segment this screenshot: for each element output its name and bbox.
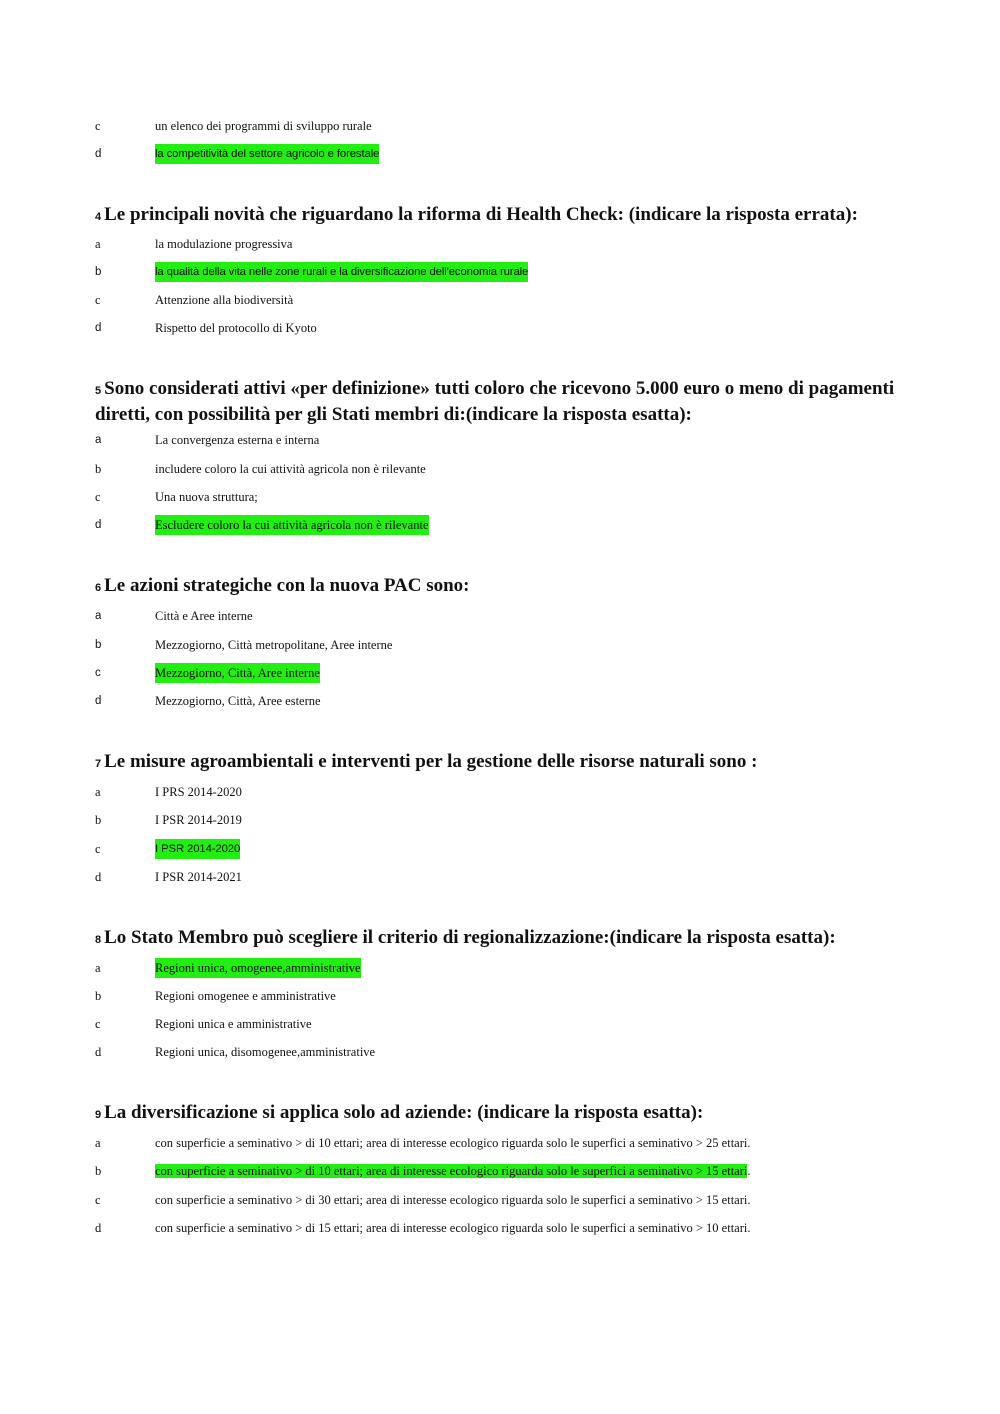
option-letter: c — [95, 119, 101, 133]
option-letter: a — [95, 434, 102, 446]
answer-option — [0, 867, 1000, 887]
option-text-suffix: . — [747, 1164, 751, 1178]
option-text: Città e Aree interne — [155, 609, 253, 623]
option-text-highlighted: la qualità della vita nelle zone rurali e la diversificazione dell'economia rurale — [155, 262, 528, 282]
question-title — [95, 377, 895, 426]
answer-option — [0, 1190, 1000, 1210]
answer-option — [0, 1014, 1000, 1034]
option-text-highlighted: Mezzogiorno, Città, Aree interne — [155, 663, 320, 683]
question-text: Le misure agroambientali e interventi per la gestione delle risorse naturali sono : — [104, 751, 758, 772]
option-text-highlighted: I PSR 2014-2020 — [155, 839, 240, 859]
option-letter: c — [95, 293, 101, 307]
answer-option — [0, 986, 1000, 1006]
answer-option — [0, 606, 1000, 626]
question-text: Le azioni strategiche con la nuova PAC sono: — [104, 575, 470, 596]
option-text: Una nuova struttura; — [155, 490, 258, 504]
answer-option — [0, 234, 1000, 254]
answer-option — [0, 318, 1000, 338]
option-letter: c — [95, 1193, 101, 1207]
option-letter: b — [95, 1164, 102, 1178]
answer-option-correct — [0, 515, 1000, 535]
option-text: I PRS 2014-2020 — [155, 785, 242, 799]
answer-option — [0, 487, 1000, 507]
answer-option — [0, 290, 1000, 310]
question-text: Sono considerati attivi «per definizione» tutti coloro che ricevono 5.000 euro o meno di pagamenti diretti, con possibilità per gli Stati membri di:(indicare la risposta esatta): — [95, 378, 895, 425]
question-title — [95, 574, 895, 600]
answer-option — [0, 635, 1000, 655]
answer-option — [0, 430, 1000, 450]
option-text: I PSR 2014-2021 — [155, 870, 242, 884]
option-text: con superficie a seminativo > di 10 ettari; area di interesse ecologico riguarda solo le superfici a seminativo > 25 ettari. — [155, 1136, 751, 1150]
question-number: 4 — [95, 211, 102, 223]
option-text-highlighted: Escludere coloro la cui attività agricola non è rilevante — [155, 515, 429, 535]
question-title — [95, 1101, 895, 1127]
option-text-wrapper — [155, 1161, 751, 1181]
option-text: Mezzogiorno, Città metropolitane, Aree interne — [155, 638, 393, 652]
answer-option-correct — [0, 262, 1000, 282]
question-number: 8 — [95, 934, 102, 946]
option-text-highlighted: con superficie a seminativo > di 10 ettari; area di interesse ecologico riguarda solo le superfici a seminativo > 15 ettari — [155, 1164, 748, 1178]
option-text: Rispetto del protocollo di Kyoto — [155, 321, 317, 335]
answer-option — [0, 1042, 1000, 1062]
answer-option-correct — [0, 839, 1000, 859]
option-text: includere coloro la cui attività agricola non è rilevante — [155, 462, 426, 476]
question-title — [95, 926, 895, 952]
question-number: 7 — [95, 758, 102, 770]
option-letter: a — [95, 1136, 101, 1150]
question-number: 5 — [95, 385, 102, 397]
option-text: I PSR 2014-2019 — [155, 813, 242, 827]
option-letter: d — [95, 870, 102, 884]
answer-option — [0, 691, 1000, 711]
option-letter: b — [95, 989, 102, 1003]
answer-option — [0, 810, 1000, 830]
option-letter: d — [95, 148, 102, 160]
option-text: Mezzogiorno, Città, Aree esterne — [155, 694, 321, 708]
option-text: un elenco dei programmi di sviluppo rurale — [155, 119, 372, 133]
answer-option-correct — [0, 144, 1000, 164]
option-text-highlighted: Regioni unica, omogenee,amministrative — [155, 958, 361, 978]
question-title — [95, 750, 895, 776]
answer-option — [0, 1218, 1000, 1238]
question-number: 6 — [95, 582, 102, 594]
option-letter: b — [95, 639, 102, 651]
option-text: Regioni unica e amministrative — [155, 1017, 312, 1031]
answer-option — [0, 459, 1000, 479]
answer-option — [0, 116, 1000, 136]
option-text-highlighted: la competitività del settore agricolo e forestale — [155, 144, 379, 164]
option-letter: c — [95, 842, 101, 856]
option-text: con superficie a seminativo > di 15 ettari; area di interesse ecologico riguarda solo le superfici a seminativo > 10 ettari. — [155, 1221, 751, 1235]
question-text: Le principali novità che riguardano la riforma di Health Check: (indicare la risposta errata): — [104, 204, 858, 225]
option-letter: a — [95, 961, 101, 975]
option-letter: c — [95, 490, 101, 504]
option-text: Regioni unica, disomogenee,amministrative — [155, 1045, 376, 1059]
option-letter: d — [95, 695, 102, 707]
option-letter: c — [95, 1017, 101, 1031]
option-letter: c — [95, 667, 101, 679]
answer-option-correct — [0, 958, 1000, 978]
option-letter: d — [95, 519, 102, 531]
question-text: Lo Stato Membro può scegliere il criterio di regionalizzazione:(indicare la risposta esatta): — [104, 927, 836, 948]
answer-option-correct — [0, 1161, 1000, 1181]
option-letter: a — [95, 785, 101, 799]
option-letter: b — [95, 813, 102, 827]
option-letter: b — [95, 266, 102, 278]
answer-option — [0, 782, 1000, 802]
option-text: Attenzione alla biodiversità — [155, 293, 294, 307]
option-letter: d — [95, 322, 102, 334]
option-text: con superficie a seminativo > di 30 ettari; area di interesse ecologico riguarda solo le superfici a seminativo > 15 ettari. — [155, 1193, 751, 1207]
question-text: La diversificazione si applica solo ad aziende: (indicare la risposta esatta): — [104, 1102, 704, 1123]
option-letter: a — [95, 610, 102, 622]
option-letter: a — [95, 237, 101, 251]
question-title — [95, 203, 895, 229]
option-letter: b — [95, 462, 102, 476]
question-number: 9 — [95, 1109, 102, 1121]
answer-option-correct — [0, 663, 1000, 683]
option-text: la modulazione progressiva — [155, 237, 293, 251]
option-text: La convergenza esterna e interna — [155, 433, 320, 447]
option-letter: d — [95, 1221, 102, 1235]
option-letter: d — [95, 1045, 102, 1059]
answer-option — [0, 1133, 1000, 1153]
option-text: Regioni omogenee e amministrative — [155, 989, 336, 1003]
